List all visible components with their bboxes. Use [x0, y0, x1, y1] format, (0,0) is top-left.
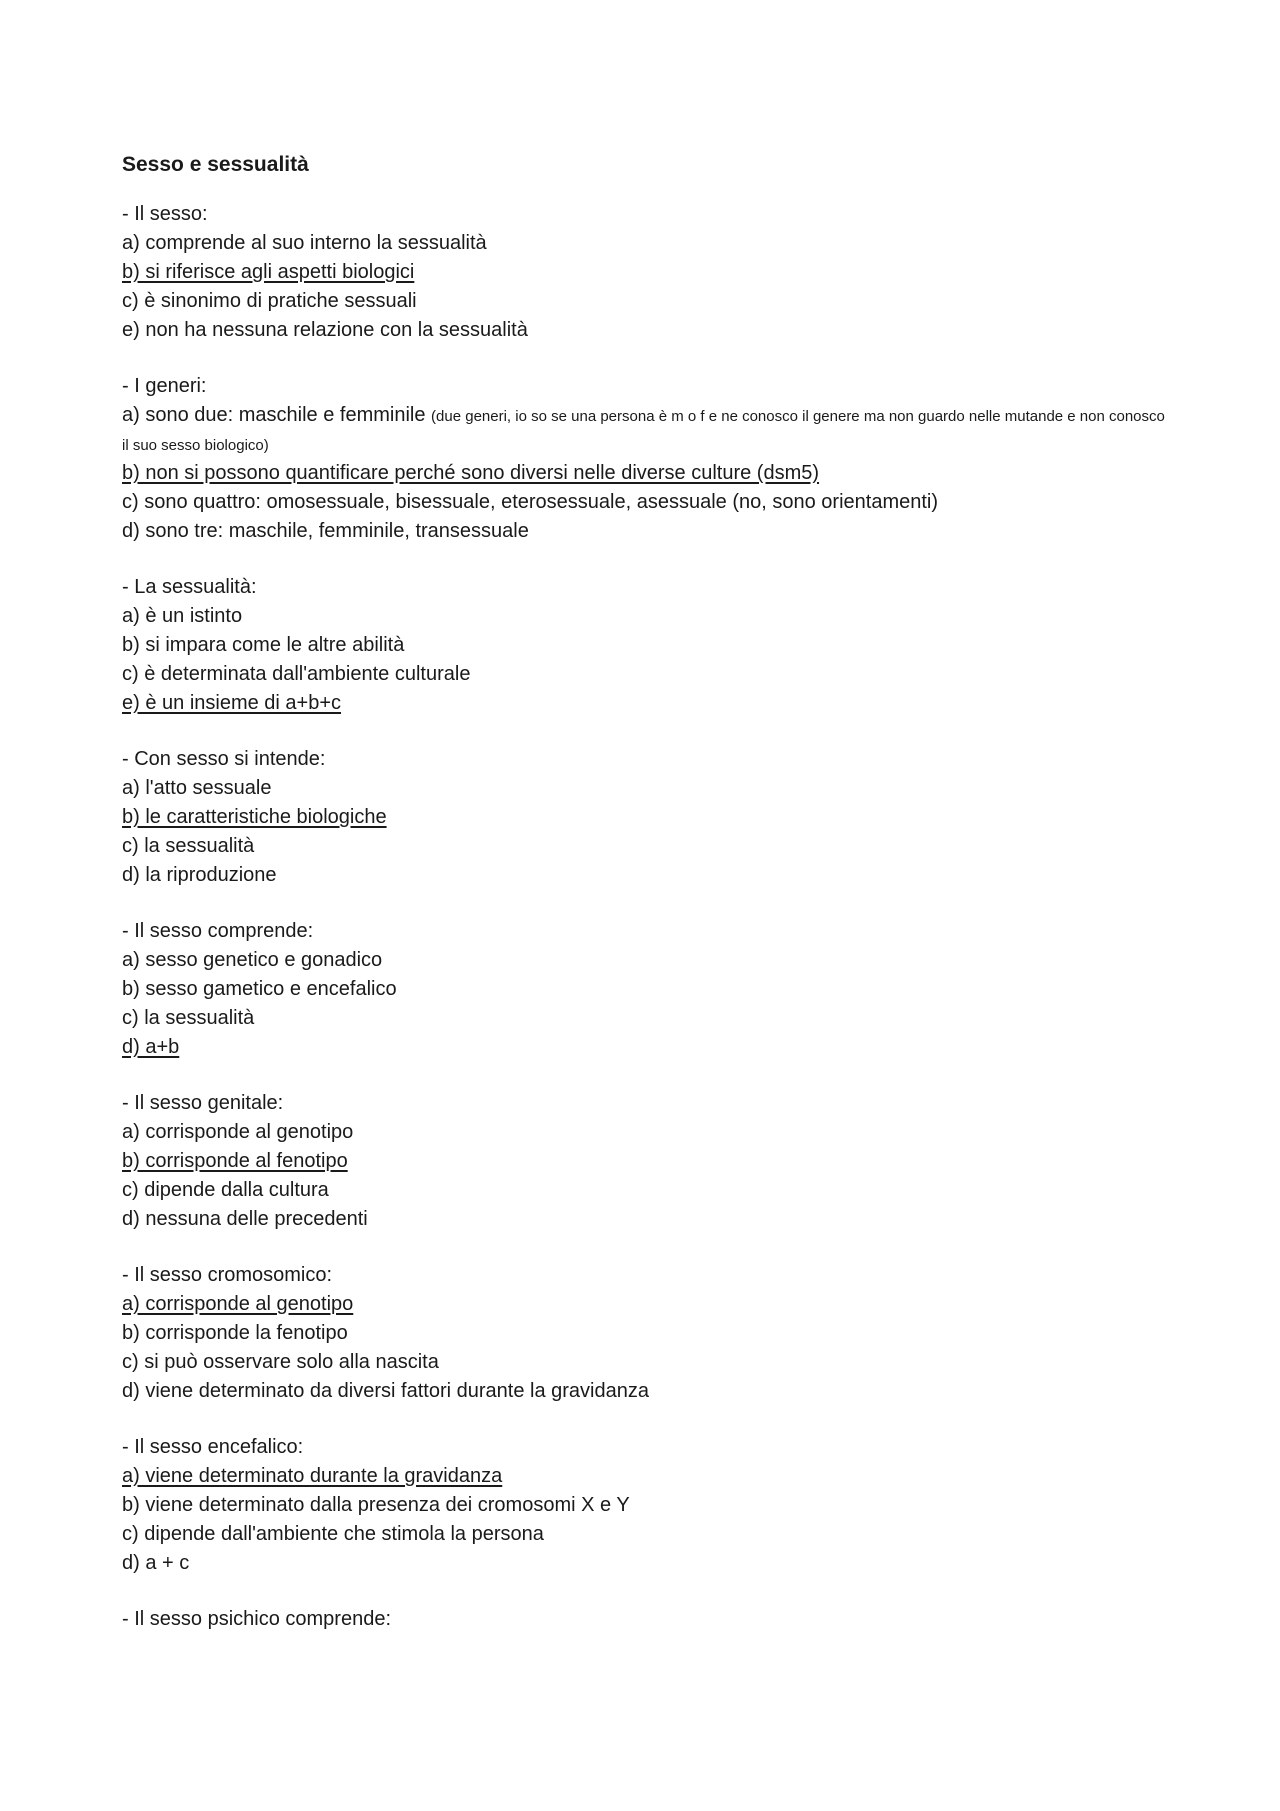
question-text: - Con sesso si intende:: [122, 748, 326, 770]
question-i-generi: [122, 372, 1172, 546]
answer-option: [122, 401, 1172, 459]
answer-option: d) nessuna delle precedenti: [122, 1208, 368, 1230]
answer-option: d) sono tre: maschile, femminile, transessuale: [122, 520, 529, 542]
answer-option: e) non ha nessuna relazione con la sessualità: [122, 319, 528, 341]
answer-option-correct: b) non si possono quantificare perché sono diversi nelle diverse culture (dsm5): [122, 462, 820, 484]
answer-option: b) si impara come le altre abilità: [122, 634, 405, 656]
answer-option: c) dipende dall'ambiente che stimola la persona: [122, 1523, 544, 1545]
answer-option-correct: b) le caratteristiche biologiche: [122, 806, 387, 828]
answer-option: a) sesso genetico e gonadico: [122, 949, 383, 971]
document-title: Sesso e sessualità: [122, 153, 309, 176]
question-text: - Il sesso:: [122, 203, 208, 225]
question-il-sesso-genitale: [122, 1089, 1172, 1234]
answer-option-correct: b) si riferisce agli aspetti biologici: [122, 261, 415, 283]
answer-option-correct: b) corrisponde al fenotipo: [122, 1150, 348, 1172]
answer-option: c) si può osservare solo alla nascita: [122, 1351, 439, 1373]
answer-option: d) viene determinato da diversi fattori durante la gravidanza: [122, 1380, 649, 1402]
answer-option: c) la sessualità: [122, 835, 255, 857]
answer-option: d) a + c: [122, 1552, 190, 1574]
answer-option: c) è sinonimo di pratiche sessuali: [122, 290, 417, 312]
question-text: - I generi:: [122, 375, 207, 397]
answer-option-correct: a) viene determinato durante la gravidanza: [122, 1465, 503, 1487]
answer-option-correct: e) è un insieme di a+b+c: [122, 692, 342, 714]
answer-option: c) dipende dalla cultura: [122, 1179, 329, 1201]
answer-option: b) viene determinato dalla presenza dei cromosomi X e Y: [122, 1494, 630, 1516]
question-il-sesso-psichico: [122, 1605, 1172, 1634]
answer-option: a) l'atto sessuale: [122, 777, 272, 799]
question-il-sesso-encefalico: [122, 1433, 1172, 1578]
document-page: [122, 150, 1172, 1661]
answer-option: c) sono quattro: omosessuale, bisessuale, eterosessuale, asessuale (no, sono orientamenti): [122, 491, 939, 513]
question-text: - Il sesso cromosomico:: [122, 1264, 333, 1286]
answer-option: d) la riproduzione: [122, 864, 277, 886]
question-il-sesso-comprende: [122, 917, 1172, 1062]
answer-option-correct: d) a+b: [122, 1036, 180, 1058]
answer-option: c) la sessualità: [122, 1007, 255, 1029]
answer-option: a) comprende al suo interno la sessualità: [122, 232, 487, 254]
answer-option: c) è determinata dall'ambiente culturale: [122, 663, 471, 685]
question-la-sessualita: [122, 573, 1172, 718]
question-con-sesso-si-intende: [122, 745, 1172, 890]
question-text: - Il sesso genitale:: [122, 1092, 284, 1114]
answer-option: b) sesso gametico e encefalico: [122, 978, 397, 1000]
question-text: - Il sesso comprende:: [122, 920, 314, 942]
answer-option: a) corrisponde al genotipo: [122, 1121, 354, 1143]
question-text: - La sessualità:: [122, 576, 257, 598]
answer-note: (due generi, io so se una persona è m o f e ne conosco il genere ma non guardo nelle mutande e non conosco il suo sesso biologico): [122, 408, 1165, 454]
answer-option: a) è un istinto: [122, 605, 243, 627]
question-text: - Il sesso psichico comprende:: [122, 1608, 392, 1630]
question-il-sesso-cromosomico: [122, 1261, 1172, 1406]
answer-option-text: a) sono due: maschile e femminile: [122, 404, 426, 426]
answer-option: b) corrisponde la fenotipo: [122, 1322, 348, 1344]
answer-option-correct: a) corrisponde al genotipo: [122, 1293, 354, 1315]
question-text: - Il sesso encefalico:: [122, 1436, 304, 1458]
question-il-sesso: [122, 200, 1172, 345]
